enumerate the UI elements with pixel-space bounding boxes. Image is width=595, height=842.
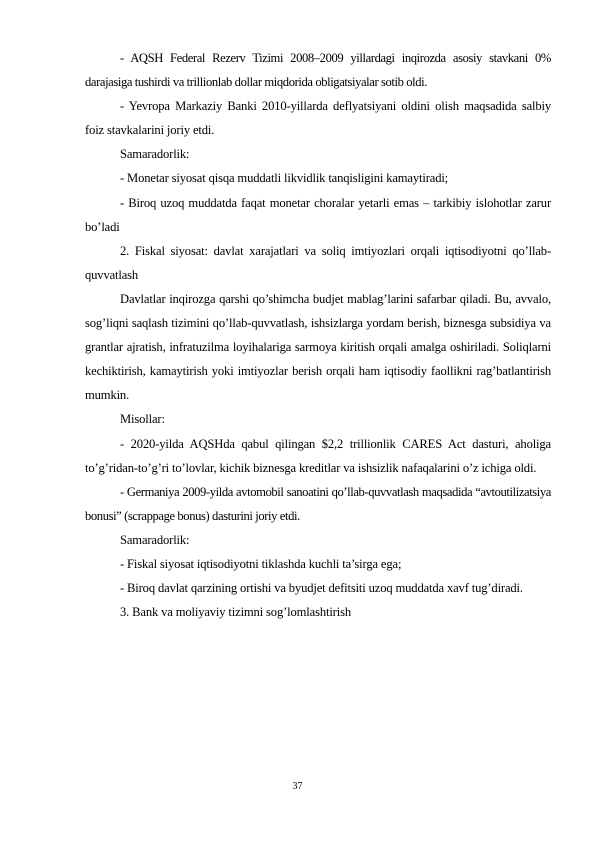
paragraph-cares-act-example: - 2020-yilda AQSHda qabul qilingan $2,2 trillionlik CARES Act dasturi, aholiga to’g’ridan-to’g’ri to’lovlar, kichik biznesga kreditlar va ishsizlik nafaqalarini o’z ichiga oldi. bbox=[85, 436, 551, 475]
paragraph-efficiency-heading-2: Samaradorlik: bbox=[120, 532, 190, 547]
page-number: 37 bbox=[292, 781, 303, 792]
paragraph-fed-example: - AQSH Federal Rezerv Tizimi 2008–2009 yillardagi inqirozda asosiy stavkani 0% darajasiga tushirdi va trillionlab dollar miqdorida obligatsiyalar sotib oldi. bbox=[85, 51, 551, 90]
paragraph-fiscal-effect: - Fiskal siyosat iqtisodiyotni tiklashda kuchli ta’sirga ega; bbox=[120, 556, 402, 571]
section-heading-banking-system: 3. Bank va moliyaviy tizimni sog’lomlashtirish bbox=[120, 605, 351, 620]
paragraph-fiscal-risk: - Biroq davlat qarzining ortishi va byudjet defitsiti uzoq muddatda xavf tug’diradi. bbox=[120, 581, 523, 596]
paragraph-germany-example: - Germaniya 2009-yilda avtomobil sanoatini qo’llab-quvvatlash maqsadida “avtoutilizatsiya bonusi” (scrappage bonus) dasturini joriy etdi. bbox=[85, 484, 551, 523]
paragraph-monetary-effect: - Monetar siyosat qisqa muddatli likvidlik tanqisligini kamaytiradi; bbox=[120, 171, 449, 186]
paragraph-ecb-example: - Yevropa Markaziy Banki 2010-yillarda deflyatsiyani oldini olish maqsadida salbiy foiz stavkalarini joriy etdi. bbox=[85, 99, 551, 138]
paragraph-fiscal-description: Davlatlar inqirozga qarshi qo’shimcha budjet mablag’larini safarbar qiladi. Bu, avvalo, sog’liqni saqlash tizimini qo’llab-quvvatlash, ishsizlarga yordam berish, biznesga subsidiya va grantlar ajratish, infratuzilma loyihalariga sarmoya kiritish orqali amalga oshiriladi. Soliqlarni kechiktirish, kamaytirish yoki imtiyozlar berish orqali ham iqtisodiy faollikni rag’batlantirish mumkin. bbox=[85, 291, 551, 403]
paragraph-examples-heading: Misollar: bbox=[120, 412, 165, 427]
document-body bbox=[85, 46, 551, 624]
paragraph-monetary-limit: - Biroq uzoq muddatda faqat monetar choralar yetarli emas – tarkibiy islohotlar zarur bo’ladi bbox=[85, 195, 551, 234]
section-heading-fiscal-policy: 2. Fiskal siyosat: davlat xarajatlari va soliq imtiyozlari orqali iqtisodiyotni qo’llab-quvvatlash bbox=[85, 243, 551, 282]
paragraph-efficiency-heading-1: Samaradorlik: bbox=[120, 147, 190, 162]
